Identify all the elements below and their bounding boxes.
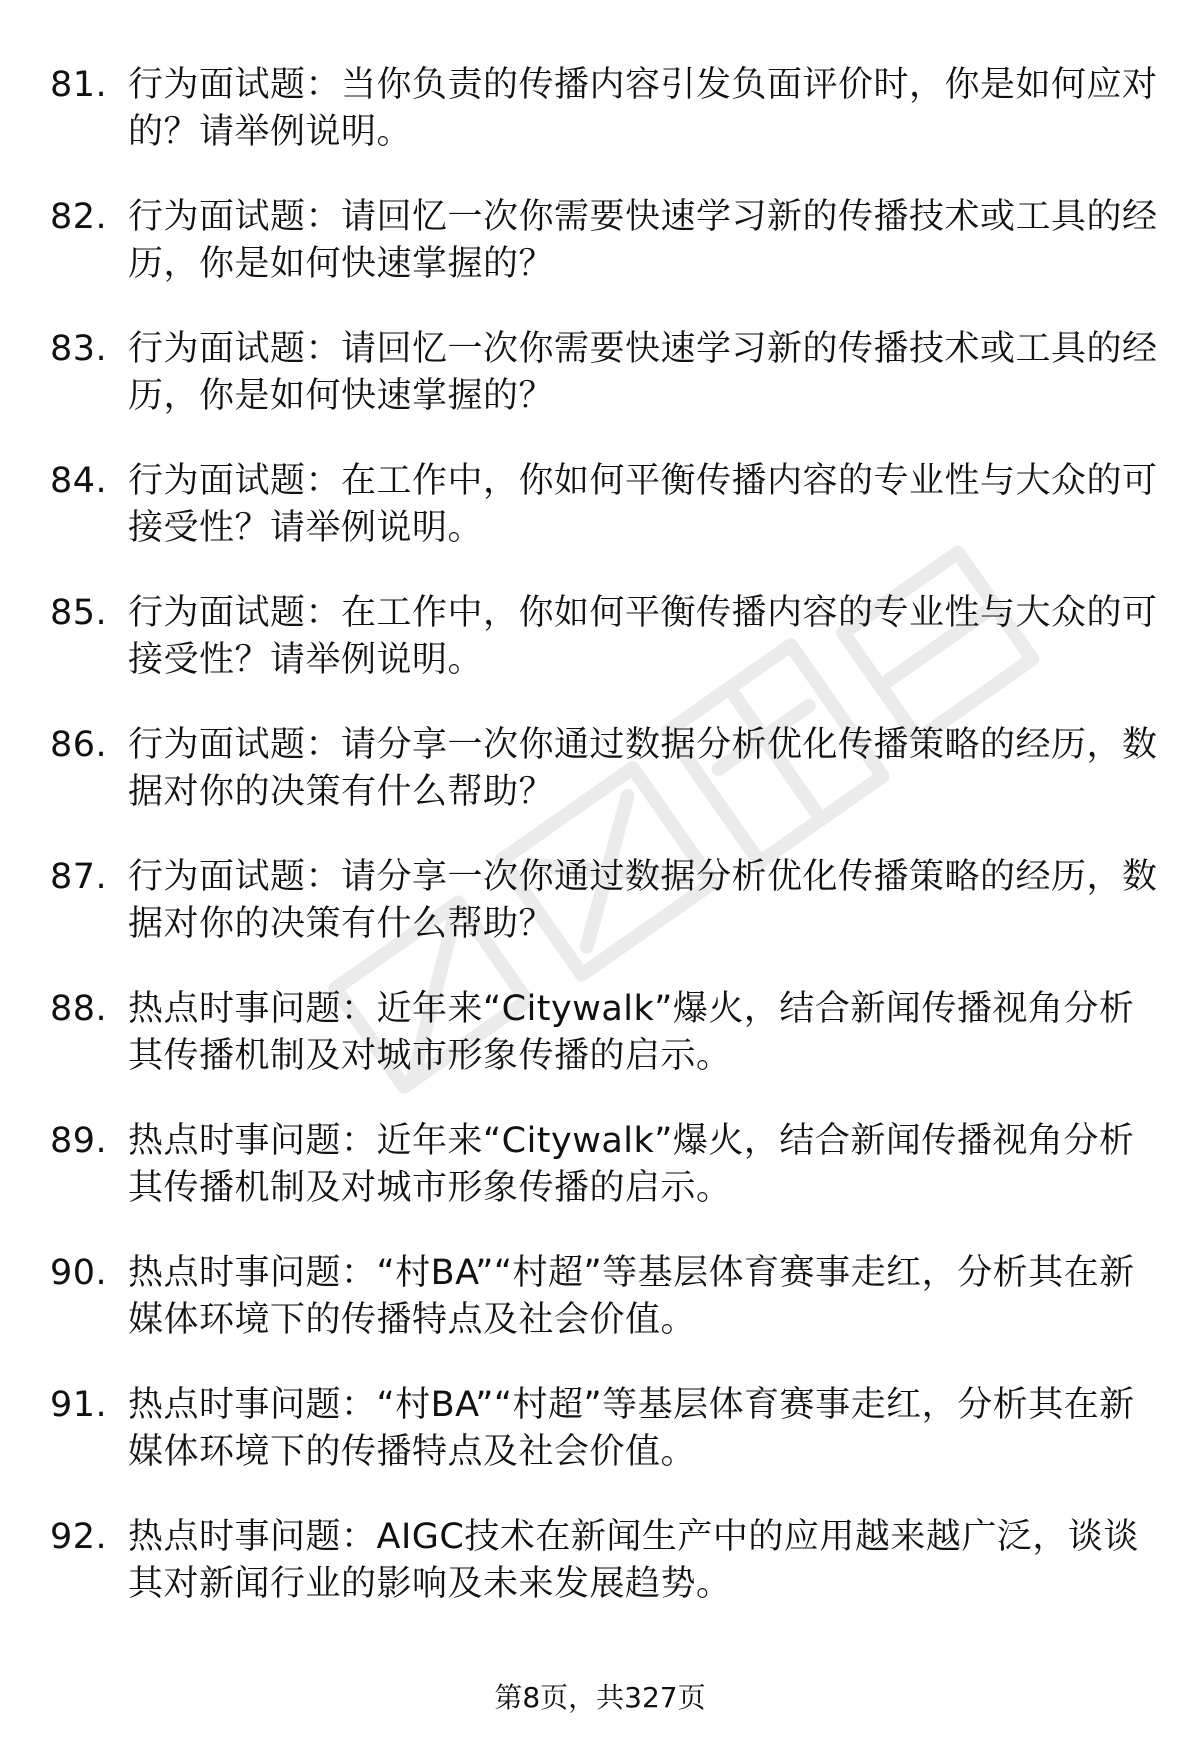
question-number: 91. <box>50 1385 108 1425</box>
question-number: 82. <box>50 197 108 237</box>
question-item <box>50 986 1160 1118</box>
question-item <box>50 194 1160 326</box>
question-number: 83. <box>50 329 108 369</box>
question-number: 81. <box>50 65 108 105</box>
question-text: 行为面试题：当你负责的传播内容引发负面评价时，你是如何应对的？请举例说明。 <box>128 65 1158 152</box>
question-number: 88. <box>50 989 108 1029</box>
question-text: 热点时事问题：“村BA”“村超”等基层体育赛事走红，分析其在新媒体环境下的传播特点及社会价值。 <box>128 1385 1135 1472</box>
question-item <box>50 1118 1160 1250</box>
question-text: 行为面试题：请分享一次你通过数据分析优化传播策略的经历，数据对你的决策有什么帮助？ <box>128 857 1158 944</box>
question-text: 行为面试题：在工作中，你如何平衡传播内容的专业性与大众的可接受性？请举例说明。 <box>128 461 1158 548</box>
question-item <box>50 62 1160 194</box>
question-number: 90. <box>50 1253 108 1293</box>
question-item <box>50 854 1160 986</box>
question-text: 行为面试题：在工作中，你如何平衡传播内容的专业性与大众的可接受性？请举例说明。 <box>128 593 1158 680</box>
question-text: 热点时事问题：AIGC技术在新闻生产中的应用越来越广泛，谈谈其对新闻行业的影响及未来发展趋势。 <box>128 1517 1139 1604</box>
question-item <box>50 1514 1160 1646</box>
question-item <box>50 722 1160 854</box>
question-text: 行为面试题：请回忆一次你需要快速学习新的传播技术或工具的经历，你是如何快速掌握的？ <box>128 329 1158 416</box>
question-text: 行为面试题：请回忆一次你需要快速学习新的传播技术或工具的经历，你是如何快速掌握的？ <box>128 197 1158 284</box>
question-list <box>50 62 1160 1646</box>
question-text: 热点时事问题：“村BA”“村超”等基层体育赛事走红，分析其在新媒体环境下的传播特点及社会价值。 <box>128 1253 1135 1340</box>
question-number: 89. <box>50 1121 108 1161</box>
question-item <box>50 1250 1160 1382</box>
question-number: 92. <box>50 1517 108 1557</box>
question-item <box>50 458 1160 590</box>
question-text: 行为面试题：请分享一次你通过数据分析优化传播策略的经历，数据对你的决策有什么帮助？ <box>128 725 1158 812</box>
question-number: 85. <box>50 593 108 633</box>
question-item <box>50 590 1160 722</box>
question-number: 86. <box>50 725 108 765</box>
question-text: 热点时事问题：近年来“Citywalk”爆火，结合新闻传播视角分析其传播机制及对城市形象传播的启示。 <box>128 1121 1135 1208</box>
question-number: 84. <box>50 461 108 501</box>
question-item <box>50 1382 1160 1514</box>
question-text: 热点时事问题：近年来“Citywalk”爆火，结合新闻传播视角分析其传播机制及对城市形象传播的启示。 <box>128 989 1135 1076</box>
question-number: 87. <box>50 857 108 897</box>
page-footer: 第8页，共327页 <box>494 1681 706 1714</box>
question-item <box>50 326 1160 458</box>
